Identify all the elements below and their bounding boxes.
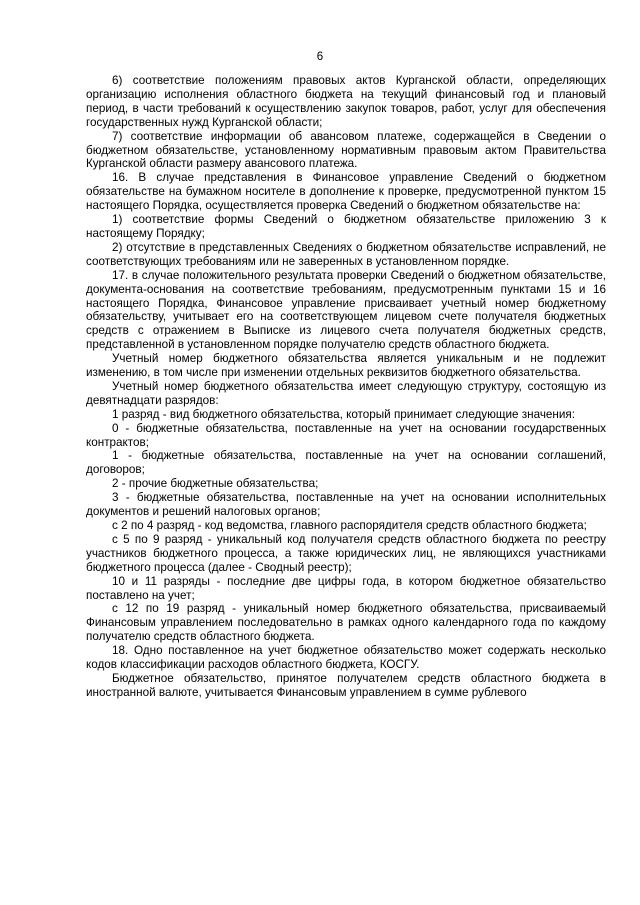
- paragraph: Бюджетное обязательство, принятое получателем средств областного бюджета в иностранной валюте, учитывается Финансовым управлением в сумме рублевого: [86, 671, 606, 699]
- paragraph: 1 - бюджетные обязательства, поставленные на учет на основании соглашений, договоров;: [86, 449, 606, 477]
- paragraph: 1 разряд - вид бюджетного обязательства, который принимает следующие значения:: [112, 407, 575, 421]
- paragraph: 6) соответствие положениям правовых актов Курганской области, определяющих организацию исполнения областного бюджета на текущий финансовый год и плановый период, в части требований к осуществлению закупок товаров, работ, услуг для обеспечения государственных нужд Курганской области;: [86, 74, 606, 129]
- paragraph: 3 - бюджетные обязательства, поставленные на учет на основании исполнительных документов и решений налоговых органов;: [86, 491, 606, 519]
- paragraph: с 5 по 9 разряд - уникальный код получателя средств областного бюджета по реестру участников бюджетного процесса, а также юридических лиц, не являющихся участниками бюджетного процесса (далее - Сводный реестр);: [86, 532, 606, 574]
- paragraph: 2 - прочие бюджетные обязательства;: [112, 477, 319, 491]
- paragraph: с 12 по 19 разряд - уникальный номер бюджетного обязательства, присваиваемый Финансовым управлением последовательно в рамках одного календарного года по каждому получателю средств областного бюджета.: [86, 602, 606, 644]
- paragraph: 18. Одно поставленное на учет бюджетное обязательство может содержать несколько кодов классификации расходов областного бюджета, КОСГУ.: [86, 644, 606, 672]
- paragraph: 10 и 11 разряды - последние две цифры года, в котором бюджетное обязательство поставлено на учет;: [86, 574, 606, 602]
- page-number: 6: [316, 51, 324, 63]
- paragraph: Учетный номер бюджетного обязательства имеет следующую структуру, состоящую из девятнадцати разрядов:: [86, 379, 606, 407]
- paragraph: 2) отсутствие в представленных Сведениях о бюджетном обязательстве исправлений, не соответствующих требованиям или не заверенных в установленном порядке.: [86, 240, 606, 268]
- paragraph: 0 - бюджетные обязательства, поставленные на учет на основании государственных контрактов;: [86, 421, 606, 449]
- paragraph: 7) соответствие информации об авансовом платеже, содержащейся в Сведении о бюджетном обязательстве, установленному нормативным правовым актом Правительства Курганской области размеру авансового платежа.: [86, 129, 606, 171]
- paragraph: Учетный номер бюджетного обязательства является уникальным и не подлежит изменению, в том числе при изменении отдельных реквизитов бюджетного обязательства.: [86, 352, 606, 380]
- document-body: [86, 74, 606, 700]
- paragraph: 17. в случае положительного результата проверки Сведений о бюджетном обязательстве, документа-основания на соответствие требованиям, предусмотренным пунктами 15 и 16 настоящего Порядка, Финансовое управление присваивает учетный номер бюджетному обязательству, учитывает его на соответствующем лицевом счете получателя бюджетных средств с отражением в Выписке из лицевого счета получателя бюджетных средств, представленной в установленном порядке получателю средств областного бюджета.: [86, 268, 606, 352]
- paragraph: 16. В случае представления в Финансовое управление Сведений о бюджетном обязательстве на бумажном носителе в дополнение к проверке, предусмотренной пунктом 15 настоящего Порядка, осуществляется проверка Сведений о бюджетном обязательстве на:: [86, 171, 606, 213]
- paragraph: с 2 по 4 разряд - код ведомства, главного распорядителя средств областного бюджета;: [112, 519, 587, 532]
- paragraph: 1) соответствие формы Сведений о бюджетном обязательстве приложению 3 к настоящему Порядку;: [86, 213, 606, 240]
